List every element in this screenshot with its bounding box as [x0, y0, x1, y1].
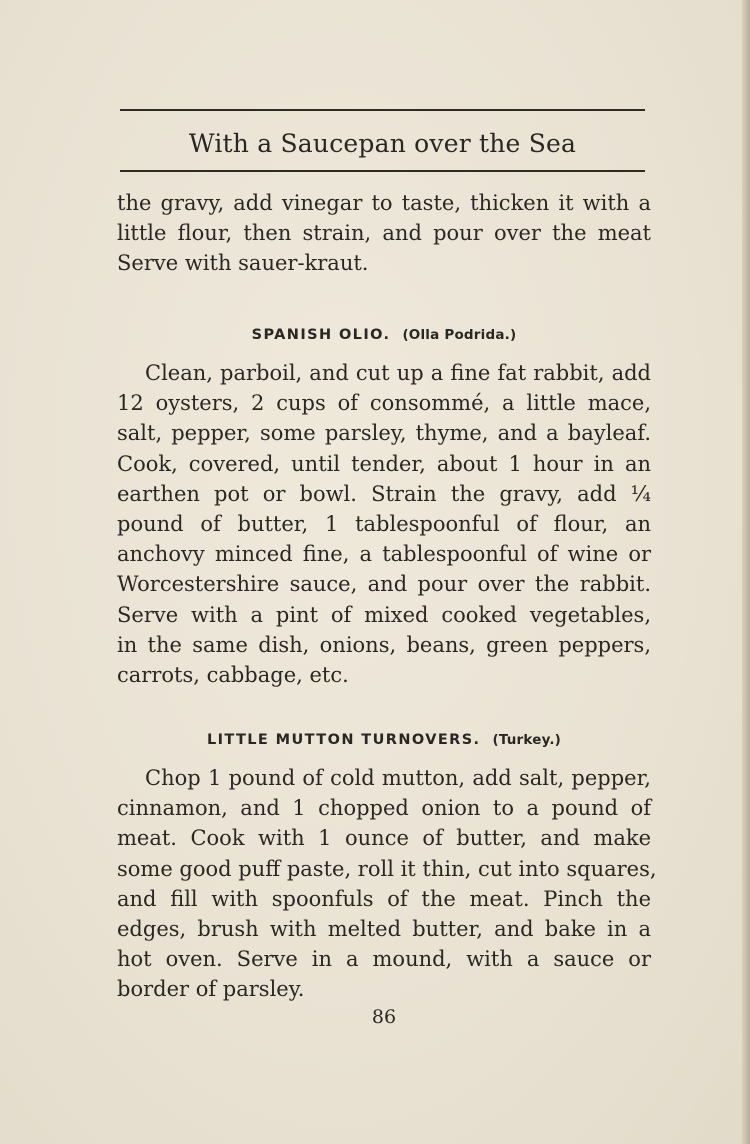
- text-line: Serve with sauer-kraut.: [117, 251, 369, 276]
- header-rule-top: [120, 109, 645, 111]
- page-number: 86: [371, 1006, 397, 1028]
- text-line: earthen pot or bowl. Strain the gravy, add ¼: [117, 481, 651, 506]
- text-line: Serve with a pint of mixed cooked vegetables,: [117, 602, 651, 627]
- recipe-title-spanish-olio: [117, 327, 651, 343]
- text-line: salt, pepper, some parsley, thyme, and a bayleaf.: [117, 421, 651, 446]
- continuation-paragraph: [117, 188, 651, 279]
- recipe-title-text: SPANISH OLIO.: [251, 327, 391, 343]
- text-line: little flour, then strain, and pour over the meat: [117, 221, 651, 246]
- text-line: Worcestershire sauce, and pour over the rabbit.: [117, 572, 651, 597]
- text-line: and fill with spoonfuls of the meat. Pinch the: [117, 886, 651, 911]
- text-line: carrots, cabbage, etc.: [117, 663, 349, 688]
- recipe-title-text: LITTLE MUTTON TURNOVERS.: [206, 732, 481, 748]
- recipe-paragraph-mutton-turnovers: [117, 763, 657, 1005]
- running-head: With a Saucepan over the Sea: [188, 129, 577, 158]
- text-line: Clean, parboil, and cut up a fine fat rabbit, add: [145, 361, 651, 385]
- text-line: pound of butter, 1 tablespoonful of flour, an: [117, 512, 651, 537]
- text-line: cinnamon, and 1 chopped onion to a pound of: [117, 796, 651, 821]
- page-edge: [742, 0, 750, 1144]
- recipe-subtitle: (Olla Podrida.): [402, 327, 517, 343]
- text-line: 12 oysters, 2 cups of consommé, a little mace,: [117, 391, 651, 416]
- header-rule-bottom: [120, 170, 645, 172]
- recipe-title-mutton-turnovers: [117, 732, 651, 748]
- recipe-subtitle: (Turkey.): [492, 732, 562, 748]
- text-line: some good puff paste, roll it thin, cut into squares,: [117, 856, 657, 881]
- text-line: Cook, covered, until tender, about 1 hour in an: [117, 451, 651, 476]
- text-line: Chop 1 pound of cold mutton, add salt, pepper,: [145, 766, 651, 790]
- text-line: border of parsley.: [117, 977, 305, 1002]
- recipe-paragraph-spanish-olio: [117, 358, 651, 690]
- text-line: the gravy, add vinegar to taste, thicken it with a: [117, 191, 651, 215]
- text-line: meat. Cook with 1 ounce of butter, and make: [117, 826, 651, 851]
- text-line: anchovy minced fine, a tablespoonful of wine or: [117, 542, 651, 567]
- text-line: edges, brush with melted butter, and bake in a: [117, 917, 651, 942]
- text-line: in the same dish, onions, beans, green peppers,: [117, 632, 651, 657]
- text-line: hot oven. Serve in a mound, with a sauce or: [117, 947, 651, 972]
